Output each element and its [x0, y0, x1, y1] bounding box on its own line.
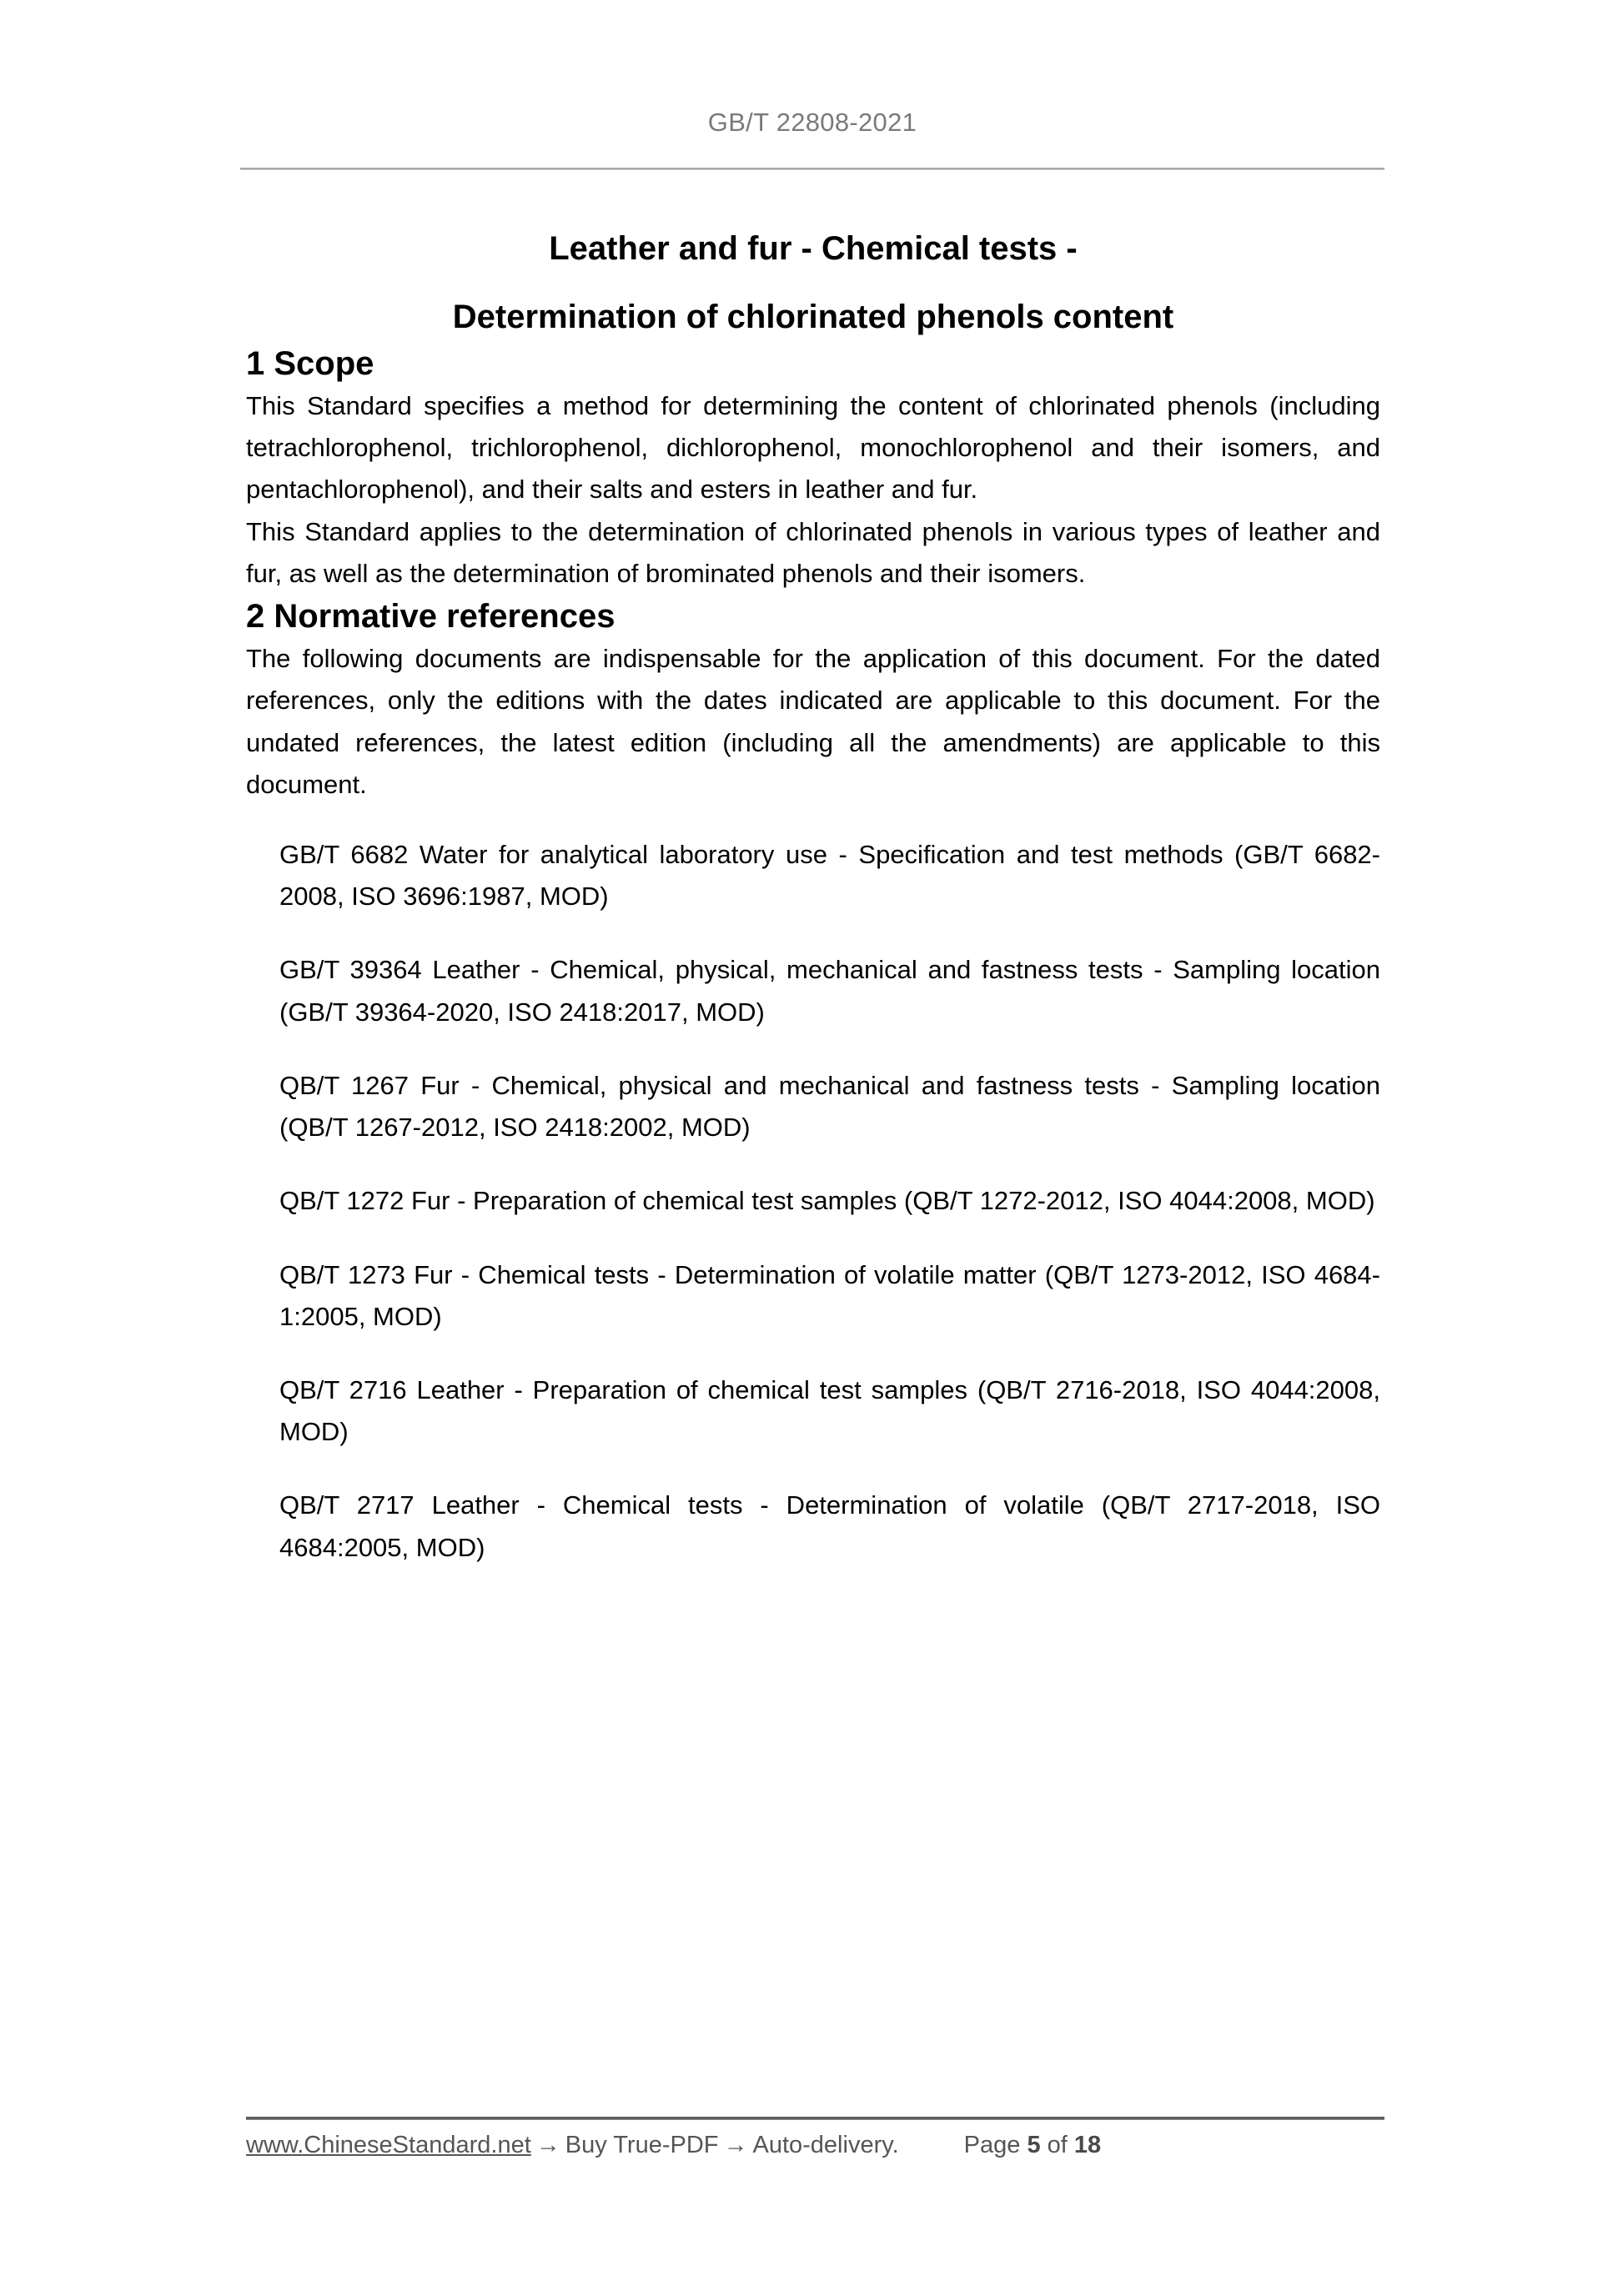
footer-content — [246, 2132, 1384, 2159]
footer-page-indicator — [964, 2132, 1102, 2159]
footer-page-total: 18 — [1073, 2132, 1102, 2158]
document-title-line-2: Determination of chlorinated phenols content — [452, 299, 1174, 335]
footer-promo-auto-delivery: Auto-delivery. — [752, 2132, 899, 2158]
reference-item: QB/T 2717 Leather - Chemical tests - Determination of volatile (QB/T 2717-2018, ISO 4684:2005, MOD) — [279, 1490, 1380, 1562]
scope-paragraph-1: This Standard specifies a method for determining the content of chlorinated phenols (including tetrachlorophenol, trichlorophenol, dichlorophenol, monochlorophenol and their isomers, and pentachlorophenol), and their salts and esters in leather and fur. — [246, 391, 1380, 505]
footer-divider — [246, 2117, 1384, 2120]
normative-references-intro: The following documents are indispensable for the application of this document. For the dated references, only the editions with the dates indicated are applicable to this document. For the undated references, the latest edition (including all the amendments) are applicable to this document. — [246, 644, 1380, 799]
footer-page-label: Page — [963, 2132, 1021, 2158]
scope-paragraph-2: This Standard applies to the determination of chlorinated phenols in various types of leather and fur, as well as the determination of brominated phenols and their isomers. — [246, 516, 1380, 588]
header-divider — [240, 168, 1384, 170]
normative-references-list — [246, 834, 1380, 1569]
page-content — [246, 224, 1380, 1569]
reference-item: QB/T 1272 Fur - Preparation of chemical test samples (QB/T 1272-2012, ISO 4044:2008, MOD) — [279, 1186, 1375, 1216]
arrow-right-icon: → — [723, 2132, 748, 2158]
reference-item: GB/T 6682 Water for analytical laboratory use - Specification and test methods (GB/T 6682-2008, ISO 3696:1987, MOD) — [279, 839, 1380, 912]
document-title-line-1: Leather and fur - Chemical tests - — [549, 230, 1078, 267]
reference-item: GB/T 39364 Leather - Chemical, physical, mechanical and fastness tests - Sampling location (GB/T 39364-2020, ISO 2418:2017, MOD) — [279, 955, 1380, 1027]
section-heading-scope: 1 Scope — [246, 345, 374, 382]
header-standard-number: GB/T 22808-2021 — [707, 108, 917, 137]
reference-item: QB/T 1273 Fur - Chemical tests - Determination of volatile matter (QB/T 1273-2012, ISO 4684-1:2005, MOD) — [279, 1259, 1380, 1331]
reference-item: QB/T 1267 Fur - Chemical, physical and mechanical and fastness tests - Sampling location (QB/T 1267-2012, ISO 2418:2002, MOD) — [279, 1070, 1380, 1143]
footer-promo-buy-true-pdf: Buy True-PDF — [565, 2132, 719, 2158]
reference-item: QB/T 2716 Leather - Preparation of chemical test samples (QB/T 2716-2018, ISO 4044:2008, MOD) — [279, 1374, 1380, 1447]
document-title — [246, 224, 1380, 342]
footer-site-link[interactable]: www.ChineseStandard.net — [246, 2132, 531, 2158]
arrow-right-icon: → — [535, 2132, 560, 2158]
page-header — [240, 107, 1384, 170]
footer-page-number: 5 — [1027, 2132, 1041, 2158]
page-footer — [246, 2117, 1384, 2159]
footer-of-label: of — [1047, 2132, 1068, 2158]
section-heading-normative-references: 2 Normative references — [246, 598, 616, 636]
